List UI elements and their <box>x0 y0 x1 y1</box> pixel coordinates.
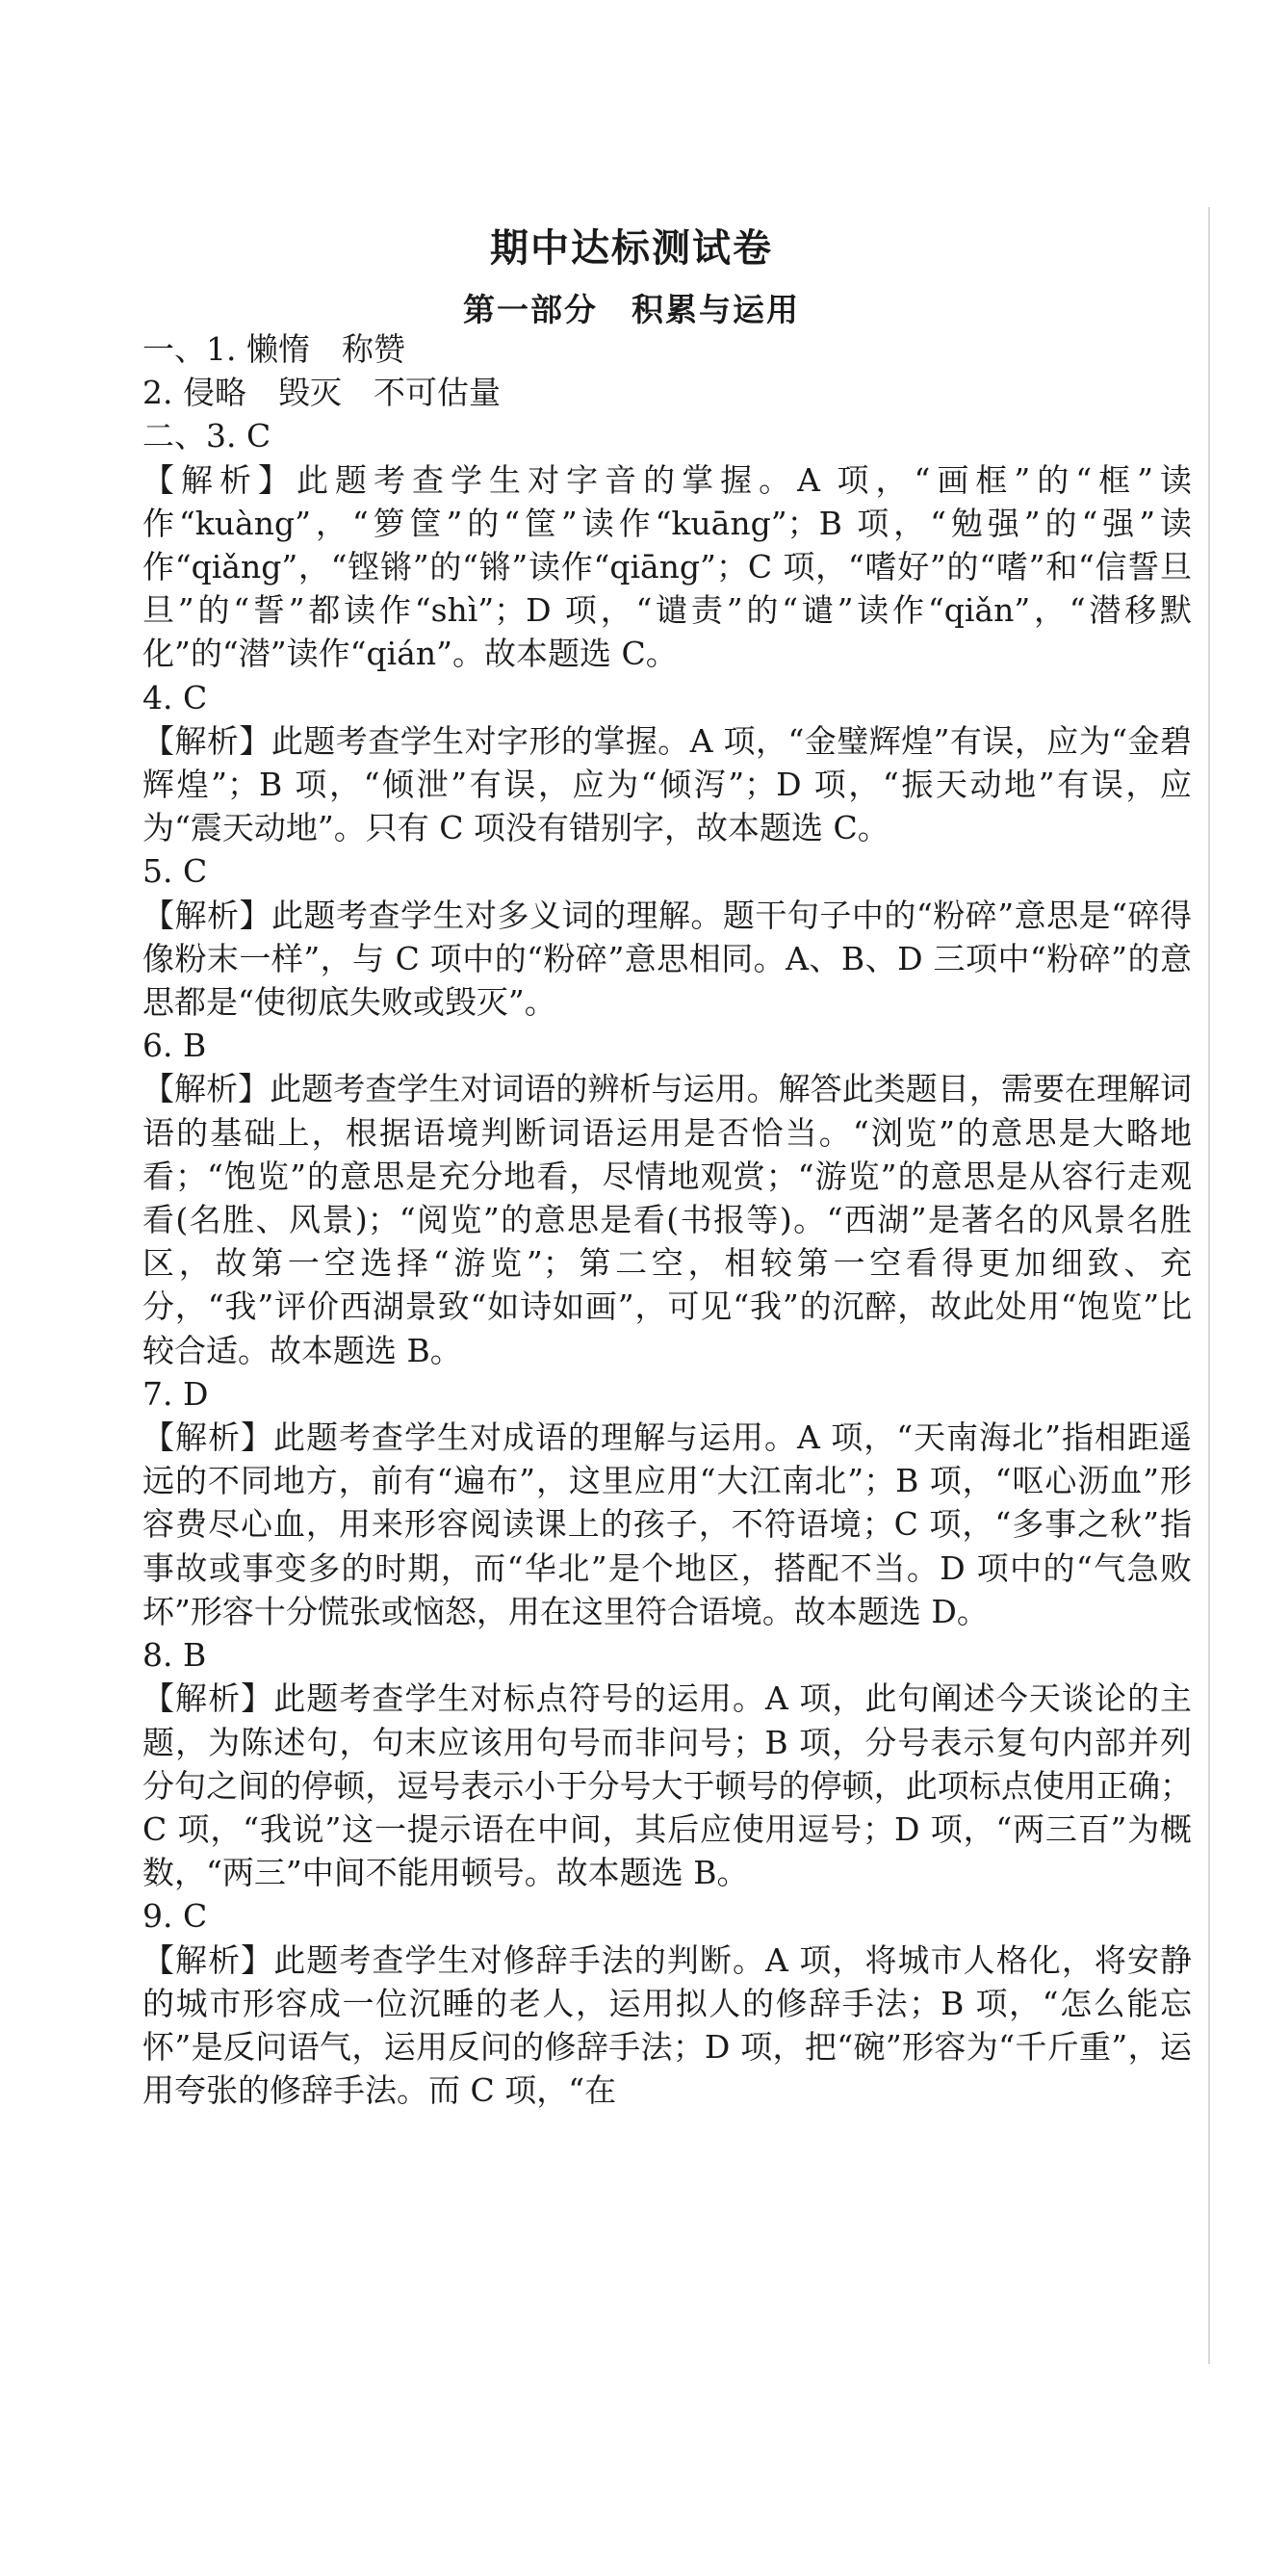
answer-line-1: 一、1. 懒惰 称赞 <box>142 330 405 368</box>
question-number-5: 5. C <box>142 852 208 891</box>
answer-line-2: 2. 侵略 毁灭 不可估量 <box>142 374 501 412</box>
question-number-7: 7. D <box>142 1374 209 1413</box>
analysis-9: 【解析】此题考查学生对修辞手法的判断。A 项，将城市人格化，将安静的城市形容成一位沉睡的老人，运用拟人的修辞手法；B 项，“怎么能忘怀”是反问语气，运用反问的修辞手法；D 项，把“碗”形容为“千斤重”，运用夸张的修辞手法。而 C 项，“在 <box>142 1940 1192 2110</box>
analysis-7: 【解析】此题考查学生对成语的理解与运用。A 项，“天南海北”指相距遥远的不同地方，前有“遍布”，这里应用“大江南北”；B 项，“呕心沥血”形容费尽心血，用来形容阅读课上的孩子，不符语境；C 项，“多事之秋”指事故或事变多的时期，而“华北”是个地区，搭配不当。D 项中的“气急败坏”形容十分慌张或恼怒，用在这里符合语境。故本题选 D。 <box>142 1418 1192 1630</box>
question-number-6: 6. B <box>142 1027 207 1065</box>
analysis-4: 【解析】此题考查学生对字形的掌握。A 项，“金璧辉煌”有误，应为“金碧辉煌”；B 项，“倾泄”有误，应为“倾泻”；D 项，“振天动地”有误，应为“震天动地”。只有 C 项没有错别字，故本题选 C。 <box>142 721 1192 847</box>
question-number-4: 4. C <box>142 678 208 716</box>
analysis-6: 【解析】此题考查学生对词语的辨析与运用。解答此类题目，需要在理解词语的基础上，根据语境判断词语运用是否恰当。“浏览”的意思是大略地看；“饱览”的意思是充分地看，尽情地观赏；“游览”的意思是从容行走观看(名胜、风景)；“阅览”的意思是看(书报等)。“西湖”是著名的风景名胜区，故第一空选择“游览”；第二空，相较第一空看得更加细致、充分，“我”评价西湖景致“如诗如画”，可见“我”的沉醉，故此处用“饱览”比较合适。故本题选 B。 <box>142 1070 1192 1369</box>
question-number-3: 二、3. C <box>142 417 271 455</box>
margin-rule <box>1208 207 1210 2364</box>
analysis-5: 【解析】此题考查学生对多义词的理解。题干句子中的“粉碎”意思是“碎得像粉末一样”，与 C 项中的“粉碎”意思相同。A、B、D 三项中“粉碎”的意思都是“使彻底失败或毁灭”。 <box>142 896 1192 1022</box>
page-title: 期中达标测试卷 <box>490 225 773 271</box>
section-subtitle: 第一部分 积累与运用 <box>463 291 800 328</box>
answer-body <box>142 327 1192 2112</box>
analysis-8: 【解析】此题考查学生对标点符号的运用。A 项，此句阐述今天谈论的主题，为陈述句，句末应该用句号而非问号；B 项，分号表示复句内部并列分句之间的停顿，逗号表示小于分号大于顿号的停顿，此项标点使用正确；C 项，“我说”这一提示语在中间，其后应使用逗号；D 项，“两三百”为概数，“两三”中间不能用顿号。故本题选 B。 <box>142 1679 1192 1892</box>
question-number-9: 9. C <box>142 1897 208 1936</box>
question-number-8: 8. B <box>142 1636 207 1675</box>
analysis-3: 【解析】此题考查学生对字音的掌握。A 项，“画框”的“框”读作“kuàng”，“箩筐”的“筐”读作“kuāng”；B 项，“勉强”的“强”读作“qiǎng”，“铿锵”的“锵”读作“qiāng”；C 项，“嗜好”的“嗜”和“信誓旦旦”的“誓”都读作“shì”；D 项，“谴责”的“谴”读作“qiǎn”，“潜移默化”的“潜”读作“qián”。故本题选 C。 <box>142 460 1192 673</box>
